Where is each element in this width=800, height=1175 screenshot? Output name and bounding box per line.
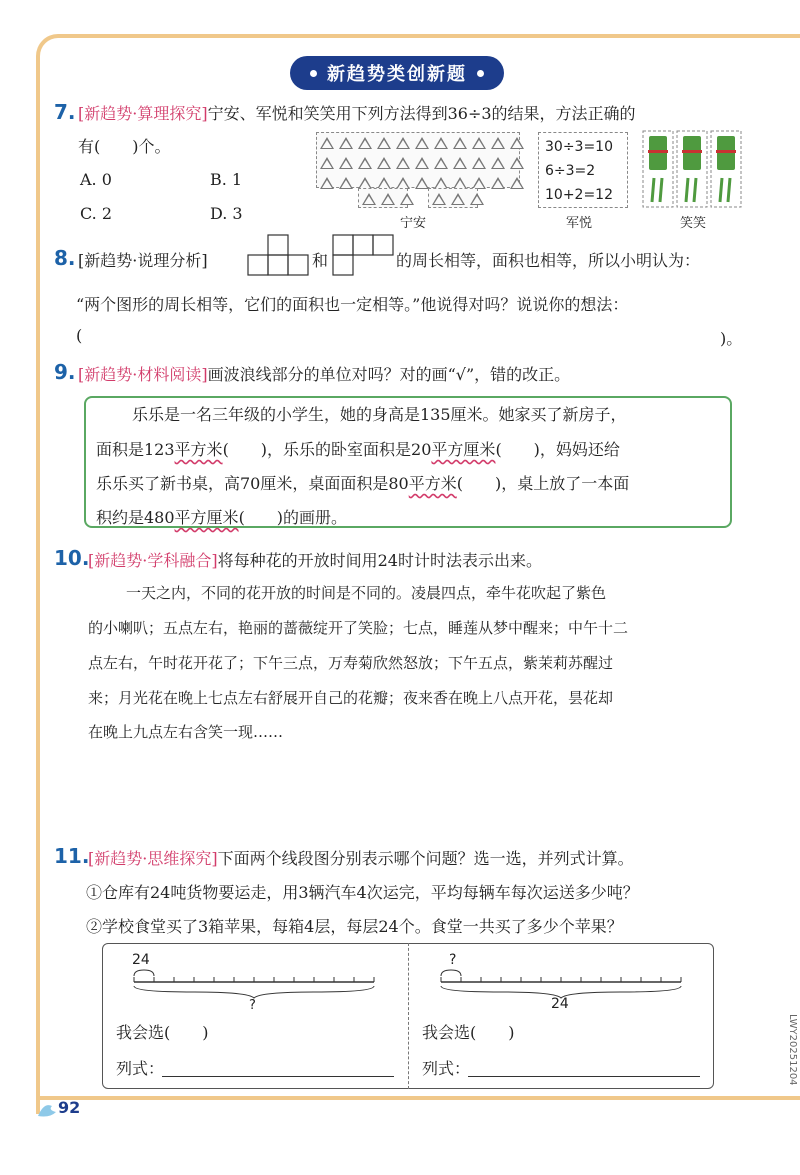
q10-paragraph-line1: 一天之内，不同的花开放的时间是不同的。凌晨四点，牵牛花吹起了紫色 xyxy=(126,584,607,602)
q11-line xyxy=(88,846,634,869)
q10-paragraph-line3: 点左右，午时花开花了；下午三点，万寿菊欣然怒放；下午五点，紫茉莉苏醒过 xyxy=(88,654,614,672)
q9-paragraph-line2 xyxy=(96,437,620,460)
q9-text: 面积是123 xyxy=(96,440,175,459)
calc-line: 10+2=12 xyxy=(545,187,613,203)
q9-number: 9. xyxy=(54,360,76,384)
q8-paren-open: ( xyxy=(76,326,83,345)
calc-line: 30÷3=10 xyxy=(545,139,613,155)
triangle-icon xyxy=(472,157,486,169)
triangle-icon xyxy=(396,137,410,149)
triangle-icon xyxy=(400,193,414,205)
triangle-icon xyxy=(510,137,524,149)
triangle-icon xyxy=(396,157,410,169)
q9-line xyxy=(78,362,570,385)
banner-title: 新趋势类创新题 xyxy=(327,64,467,85)
q7-option-d[interactable]: D. 3 xyxy=(210,204,243,223)
triangle-icon xyxy=(491,137,505,149)
q8-line1: 的周长相等，面积也相等，所以小明认为： xyxy=(396,251,701,270)
q8-line2: “两个图形的周长相等，它们的面积也一定相等。”他说得对吗？说说你的想法： xyxy=(76,295,629,314)
triangle-icon xyxy=(451,193,465,205)
q9-text: ( )，妈妈还给 xyxy=(495,440,620,459)
triangle-icon xyxy=(358,157,372,169)
q7-option-a[interactable]: A. 0 xyxy=(80,170,112,189)
triangle-icon xyxy=(415,157,429,169)
triangle-icon xyxy=(377,157,391,169)
q7-line1 xyxy=(78,101,636,124)
shape-a-figure xyxy=(247,234,309,276)
side-code: LWY20251204 xyxy=(787,1014,798,1086)
q8-tag: [新趋势·说理分析] xyxy=(78,251,208,270)
triangle-icon xyxy=(339,177,353,189)
right-choose-label[interactable]: 我会选( ) xyxy=(422,1023,515,1042)
left-line-segment-diagram xyxy=(130,968,380,1002)
triangle-icon xyxy=(362,193,376,205)
triangle-icon xyxy=(415,137,429,149)
q9-unit-4: 平方厘米 xyxy=(174,508,239,527)
triangle-icon xyxy=(472,137,486,149)
q10-paragraph-line2: 的小喇叭；五点左右，艳丽的蔷薇绽开了笑脸；七点，睡莲从梦中醒来；中午十二 xyxy=(88,619,629,637)
triangle-icon xyxy=(432,193,446,205)
triangle-icon xyxy=(434,137,448,149)
q9-text: 积约是480 xyxy=(96,508,175,527)
calc-line: 6÷3=2 xyxy=(545,163,596,179)
q9-paragraph-line4 xyxy=(96,505,347,528)
q11-number: 11. xyxy=(54,844,90,868)
triangle-icon xyxy=(320,157,334,169)
ningan-triangle-grid xyxy=(316,132,520,188)
left-formula-label: 列式： xyxy=(116,1059,165,1078)
triangle-icon xyxy=(415,177,429,189)
triangle-icon xyxy=(470,193,484,205)
caption-ningan: 宁安 xyxy=(400,216,427,231)
q9-text: 乐乐买了新书桌，高70厘米，桌面面积是80 xyxy=(96,474,409,493)
q7-stem: 宁安、军悦和笑笑用下列方法得到36÷3的结果，方法正确的 xyxy=(207,104,636,123)
triangle-icon xyxy=(453,137,467,149)
q10-instruction: 将每种花的开放时间用24时计时法表示出来。 xyxy=(217,551,542,570)
q7-option-c[interactable]: C. 2 xyxy=(80,204,113,223)
triangle-icon xyxy=(491,177,505,189)
shape-b-figure xyxy=(332,234,394,276)
q9-unit-3: 平方米 xyxy=(408,474,457,493)
q11-tag: [新趋势·思维探究] xyxy=(88,849,218,868)
q11-item-2: ②学校食堂买了3箱苹果，每箱4层，每层24个。食堂一共买了多少个苹果？ xyxy=(86,917,623,936)
ningan-triangle-extra-right xyxy=(428,188,478,208)
page-number: 92 xyxy=(58,1098,81,1117)
page-frame-bottom xyxy=(36,1096,800,1100)
stick-bundles-image xyxy=(642,130,744,210)
q9-unit-2: 平方厘米 xyxy=(431,440,496,459)
q11-instruction: 下面两个线段图分别表示哪个问题？选一选，并列式计算。 xyxy=(217,849,634,868)
q10-tag: [新趋势·学科融合] xyxy=(88,551,218,570)
right-diagram-bottom-label: 24 xyxy=(551,996,569,1012)
triangle-icon xyxy=(339,137,353,149)
triangle-icon xyxy=(339,157,353,169)
triangle-icon xyxy=(510,157,524,169)
caption-junyue: 军悦 xyxy=(566,216,593,231)
q10-paragraph-line5: 在晚上九点左右含笑一现…… xyxy=(88,723,284,741)
q11-diagram-divider xyxy=(408,943,409,1089)
q10-number: 10. xyxy=(54,546,90,570)
q8-number: 8. xyxy=(54,246,76,270)
q9-instruction: 画波浪线部分的单位对吗？对的画“√”，错的改正。 xyxy=(207,365,571,384)
left-choose-label[interactable]: 我会选( ) xyxy=(116,1023,209,1042)
right-formula-label: 列式： xyxy=(422,1059,471,1078)
q7-line2: 有( )个。 xyxy=(78,137,171,156)
q11-item-1: ①仓库有24吨货物要运走，用3辆汽车4次运完，平均每辆车每次运送多少吨？ xyxy=(86,883,639,902)
triangle-icon xyxy=(491,157,505,169)
banner-dot-icon xyxy=(477,70,484,77)
triangle-icon xyxy=(377,137,391,149)
triangle-icon xyxy=(381,193,395,205)
left-formula-answer-line[interactable] xyxy=(162,1076,394,1077)
q8-paren-close: )。 xyxy=(720,329,743,348)
q10-line xyxy=(88,548,542,571)
triangle-icon xyxy=(434,157,448,169)
section-banner xyxy=(290,56,504,90)
q9-paragraph-line3 xyxy=(96,471,629,494)
ningan-triangle-extra-left xyxy=(358,188,408,208)
left-diagram-top-label: 24 xyxy=(132,952,150,968)
q7-option-b[interactable]: B. 1 xyxy=(210,170,243,189)
left-diagram-bottom-label: ? xyxy=(249,998,256,1013)
triangle-icon xyxy=(320,177,334,189)
right-diagram-top-label: ? xyxy=(449,952,457,968)
q9-text: ( )，乐乐的卧室面积是20 xyxy=(222,440,432,459)
triangle-icon xyxy=(453,157,467,169)
q9-tag: [新趋势·材料阅读] xyxy=(78,365,208,384)
q7-number: 7. xyxy=(54,100,76,124)
caption-xiaoxiao: 笑笑 xyxy=(680,216,707,231)
wave-logo-icon xyxy=(36,1100,60,1120)
junyue-calc-box xyxy=(538,132,628,208)
q9-text: ( )的画册。 xyxy=(238,508,348,527)
q10-paragraph-line4: 来；月光花在晚上七点左右舒展开自己的花瓣；夜来香在晚上八点开花，昙花却 xyxy=(88,689,614,707)
triangle-icon xyxy=(320,137,334,149)
q9-text: ( )，桌上放了一本面 xyxy=(456,474,630,493)
q9-unit-1: 平方米 xyxy=(174,440,223,459)
triangle-icon xyxy=(510,177,524,189)
right-formula-answer-line[interactable] xyxy=(468,1076,700,1077)
q7-tag: [新趋势·算理探究] xyxy=(78,104,208,123)
triangle-icon xyxy=(358,137,372,149)
q8-and: 和 xyxy=(312,251,329,270)
banner-dot-icon xyxy=(310,70,317,77)
q9-paragraph-line1: 乐乐是一名三年级的小学生，她的身高是135厘米。她家买了新房子， xyxy=(132,405,627,424)
